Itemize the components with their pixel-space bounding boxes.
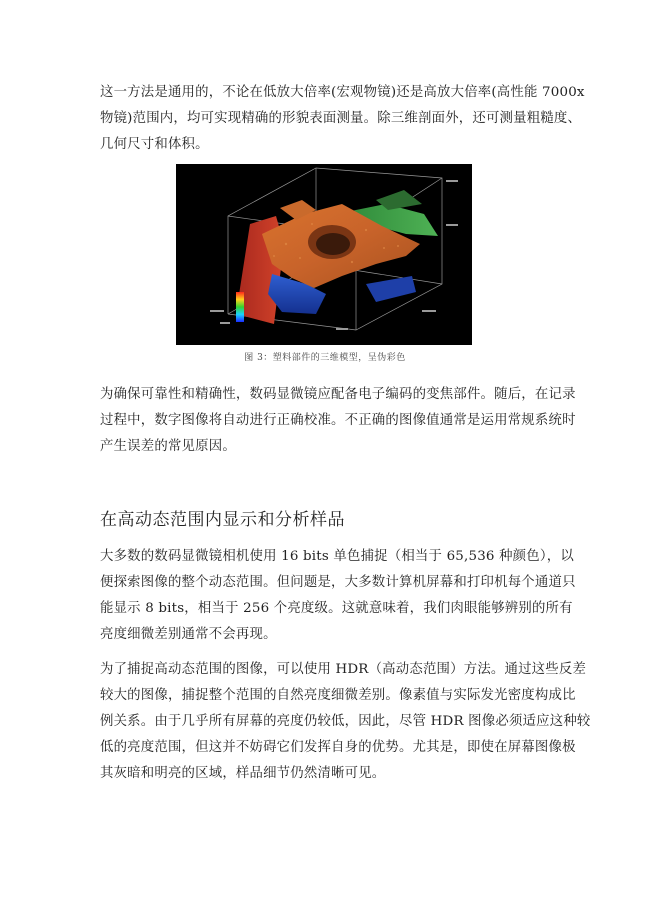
hole-center [316,233,350,255]
text-line: 较大的图像，捕捉整个范围的自然亮度细微差别。像素值与实际发光密度构成比 [100,688,576,703]
blue-surface-right [366,276,416,302]
3d-model-render [176,164,472,345]
text-line: 这一方法是通用的，不论在低放大倍率(宏观物镜)还是高放大倍率(高性能 7000x [100,85,585,100]
text-line: 亮度细微差别通常不会再现。 [100,627,277,642]
text-line: 为确保可靠性和精确性，数码显微镜应配备电子编码的变焦部件。随后，在记录 [100,387,576,402]
section-heading: 在高动态范围内显示和分析样品 [100,510,345,530]
text-line: 例关系。由于几乎所有屏幕的亮度仍较低，因此，尽管 HDR 图像必须适应这种较 [100,714,591,729]
text-line: 能显示 8 bits，相当于 256 个亮度级。这就意味着，我们肉眼能够辨别的所有 [100,601,573,616]
text-line: 几何尺寸和体积。 [100,137,209,152]
text-line: 大多数的数码显微镜相机使用 16 bits 单色捕捉（相当于 65,536 种颜色），以 [100,549,574,564]
color-scale-bar [236,292,244,322]
paragraph-hdr [100,657,591,787]
paragraph-intro [100,80,585,158]
text-line: 物镜)范围内，均可实现精确的形貌表面测量。除三维剖面外，还可测量粗糙度、 [100,111,582,126]
text-line: 过程中，数字图像将自动进行正确校准。不正确的图像值通常是运用常规系统时 [100,413,576,428]
paragraph-calibration [100,382,576,460]
text-line: 便探索图像的整个动态范围。但问题是，大多数计算机屏幕和打印机每个通道只 [100,575,576,590]
text-line: 其灰暗和明亮的区域，样品细节仍然清晰可见。 [100,766,386,781]
text-line: 为了捕捉高动态范围的图像，可以使用 HDR（高动态范围）方法。通过这些反差 [100,662,587,677]
figure-caption: 图 3：塑料部件的三维模型，呈伪彩色 [244,353,406,363]
text-line: 低的亮度范围，但这并不妨碍它们发挥自身的优势。尤其是，即使在屏幕图像极 [100,740,576,755]
text-line: 产生误差的常见原因。 [100,439,236,454]
paragraph-dynamic-range [100,544,576,648]
3d-model-figure [176,164,472,345]
